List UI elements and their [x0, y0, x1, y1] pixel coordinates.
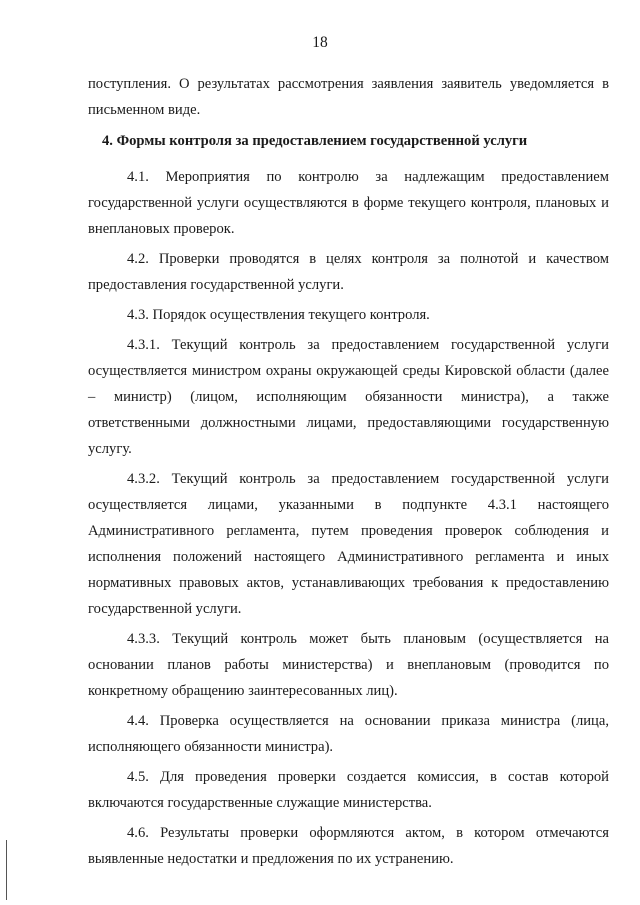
scan-edge-line [6, 840, 7, 900]
paragraph-4-1: 4.1. Мероприятия по контролю за надлежащим предоставлением государственной услуги осуществляются в форме текущего контроля, плановых и внеплановых проверок. [88, 169, 609, 237]
paragraph-4-3-2: 4.3.2. Текущий контроль за предоставлением государственной услуги осуществляется лицами, указанными в подпункте 4.3.1 настоящего Административного регламента, путем проведения проверок соблюдения и исполнения положений настоящего Административного регламента и иных нормативных правовых актов, устанавливающих требования к предоставлению государственной услуги. [88, 471, 609, 617]
paragraph-4-3-3: 4.3.3. Текущий контроль может быть плановым (осуществляется на основании планов работы министерства) и внеплановым (проводится по конкретному обращению заинтересованных лиц). [88, 631, 609, 699]
paragraph-4-3-1: 4.3.1. Текущий контроль за предоставлением государственной услуги осуществляется министром охраны окружающей среды Кировской области (далее – министр) (лицом, исполняющим обязанности министра), а также ответственными должностными лицами, предоставляющими государственную услугу. [88, 337, 609, 457]
page-number: 18 [312, 34, 328, 51]
paragraph-4-6: 4.6. Результаты проверки оформляются актом, в котором отмечаются выявленные недостатки и предложения по их устранению. [88, 825, 609, 867]
paragraph-continuation: поступления. О результатах рассмотрения заявления заявитель уведомляется в письменном виде. [88, 76, 609, 118]
paragraph-4-4: 4.4. Проверка осуществляется на основании приказа министра (лица, исполняющего обязанности министра). [88, 713, 609, 755]
paragraph-4-5: 4.5. Для проведения проверки создается комиссия, в состав которой включаются государственные служащие министерства. [88, 769, 609, 811]
paragraph-4-3: 4.3. Порядок осуществления текущего контроля. [127, 307, 430, 323]
section-heading: 4. Формы контроля за предоставлением государственной услуги [102, 133, 528, 149]
paragraph-4-2: 4.2. Проверки проводятся в целях контроля за полнотой и качеством предоставления государственной услуги. [88, 251, 609, 293]
document-body [88, 71, 609, 872]
